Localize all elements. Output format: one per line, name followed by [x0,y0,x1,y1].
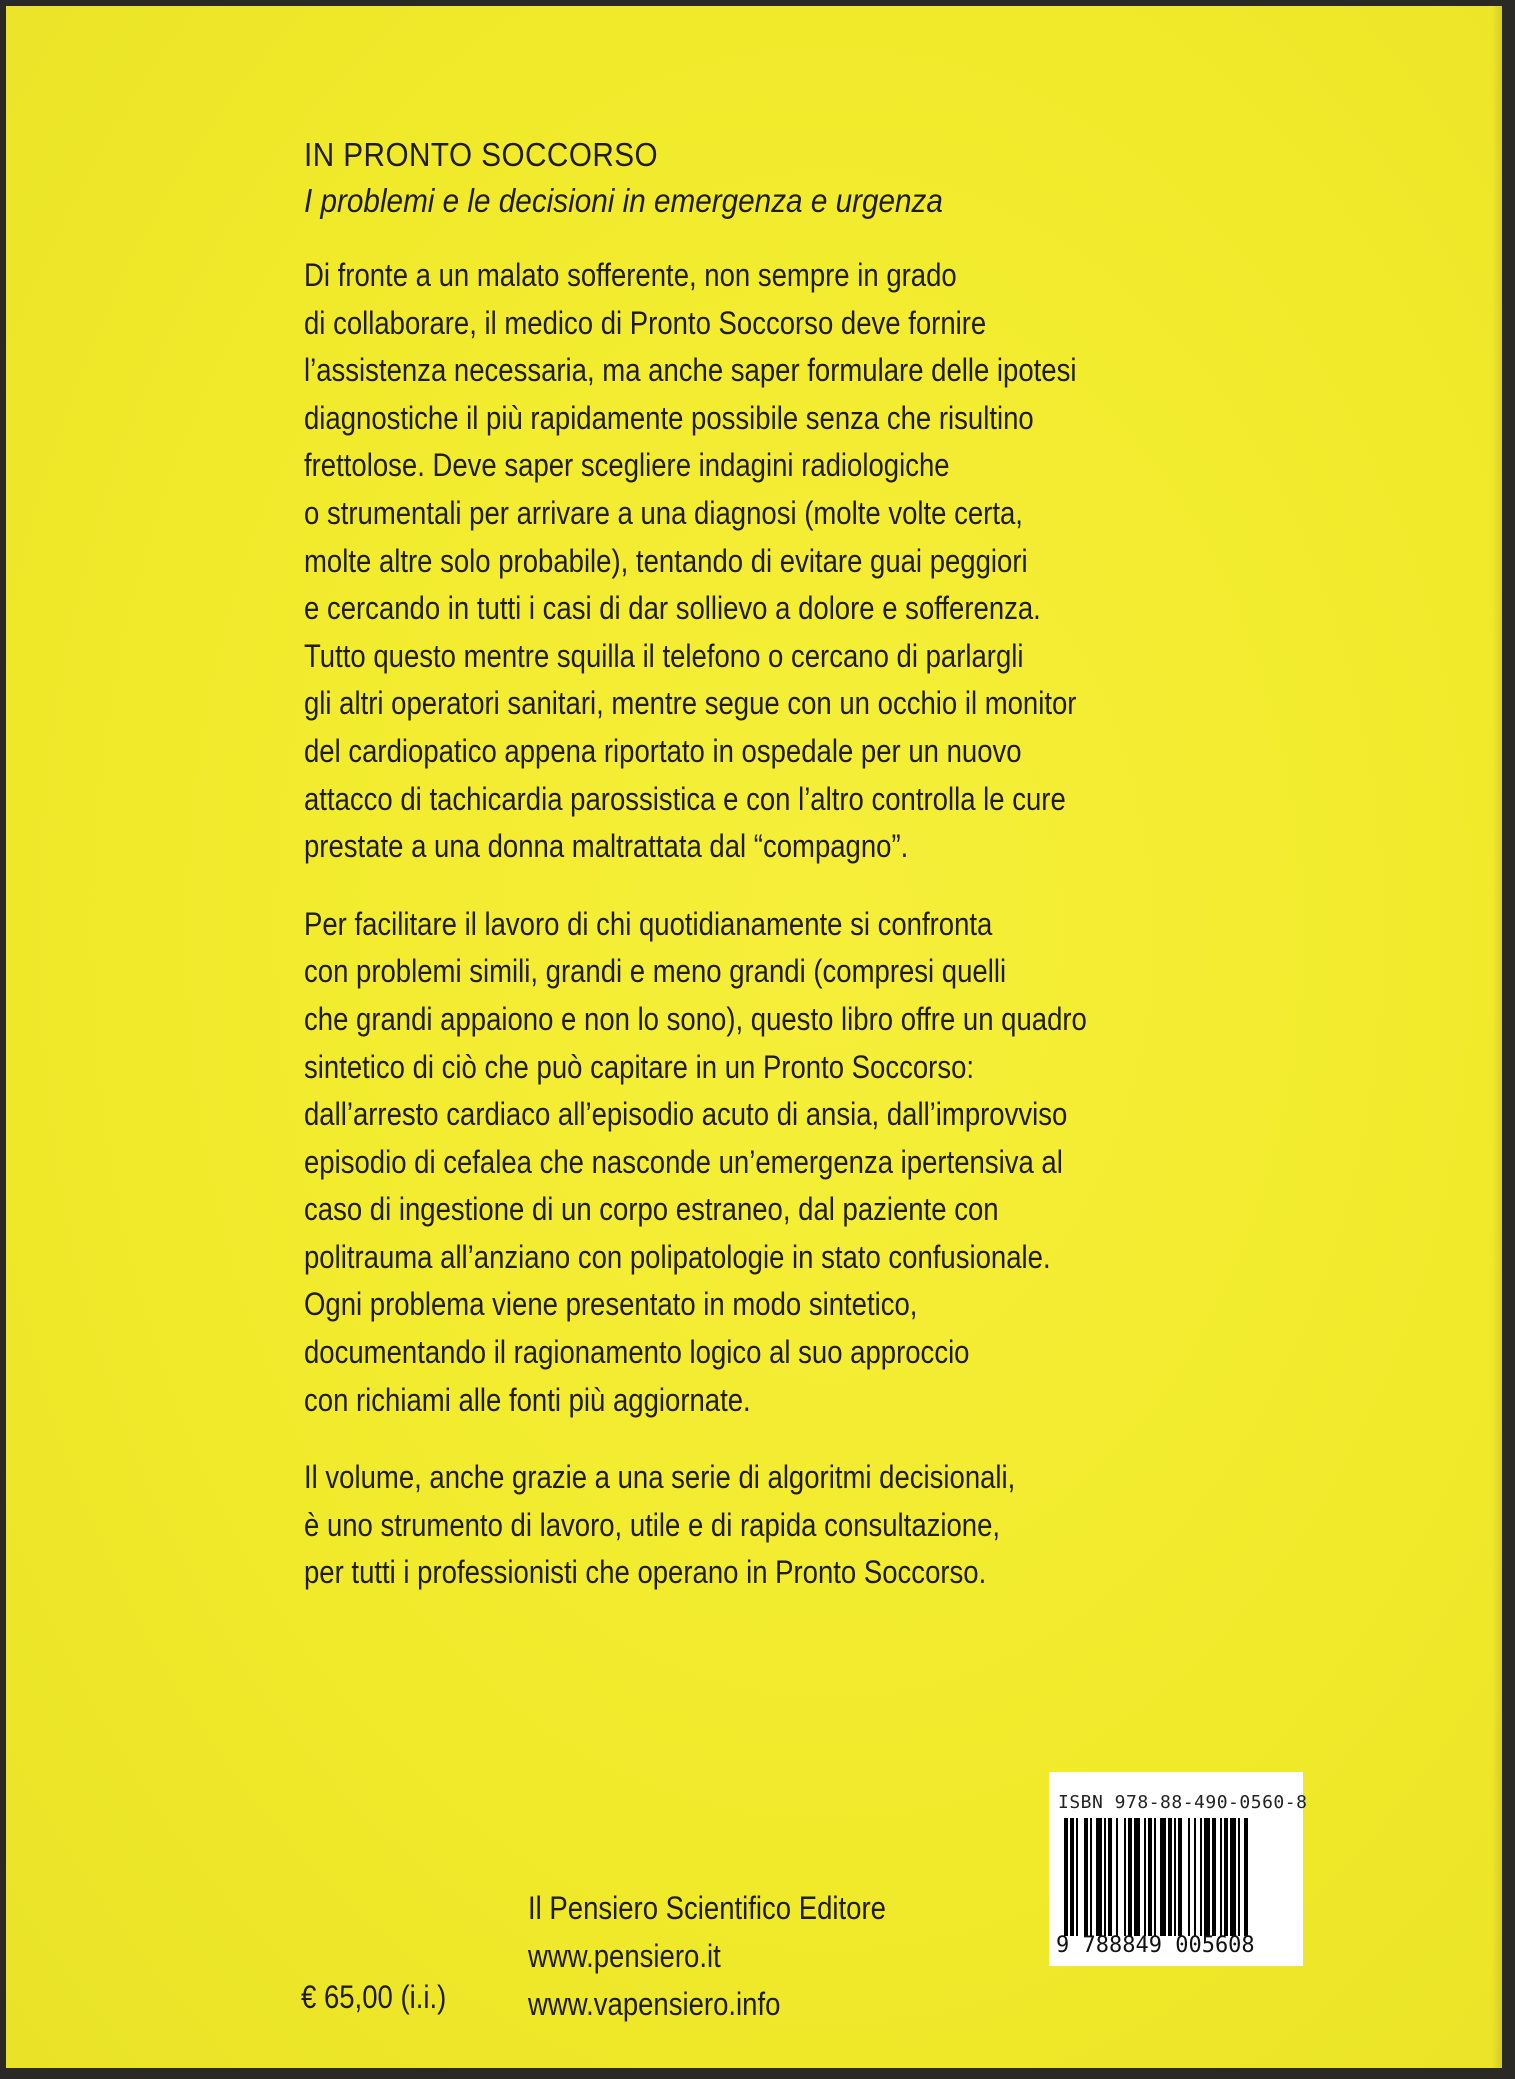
blurb-paragraph [304,1454,1184,1597]
barcode-digits: 9 788849 005608 [1056,1933,1255,1958]
barcode-bar [1104,1818,1106,1936]
book-subtitle: I problemi e le decisioni in emergenza e urgenza [304,182,943,219]
paragraph-line: l’assistenza necessaria, ma anche saper formulare delle ipotesi [304,352,1077,389]
barcode-bar [1174,1818,1176,1936]
paragraph-line: prestate a una donna maltrattata dal “compagno”. [304,828,909,865]
paragraph-line: molte altre solo probabile), tentando di evitare guai peggiori [304,542,1028,579]
barcode-bar [1212,1818,1216,1936]
barcode-bar [1090,1818,1092,1936]
barcode-bar [1148,1818,1152,1936]
paragraph-line: caso di ingestione di un corpo estraneo, dal paziente con [304,1191,999,1228]
barcode-bar [1144,1818,1146,1936]
barcode-bar [1128,1818,1132,1936]
barcode-bar [1204,1818,1210,1936]
paragraph-line: con problemi simili, grandi e meno grandi (compresi quelli [304,953,1007,990]
barcode-bar [1096,1818,1102,1936]
barcode-bar [1160,1818,1166,1936]
barcode-bar [1134,1818,1140,1936]
barcode-bar [1230,1818,1236,1936]
barcode-bars [1064,1818,1292,1936]
barcode-bar [1178,1818,1182,1936]
blurb-paragraph [304,252,1184,871]
paragraph-line: documentando il ragionamento logico al suo approccio [304,1334,970,1371]
paragraph-line: dall’arresto cardiaco all’episodio acuto di ansia, dall’improvviso [304,1096,1068,1133]
paragraph-line: o strumentali per arrivare a una diagnosi (molte volte certa, [304,494,1023,531]
paragraph-line: Il volume, anche grazie a una serie di algoritmi decisionali, [304,1459,1016,1496]
barcode-bar [1084,1818,1088,1936]
paragraph-line: attacco di tachicardia parossistica e con l’altro controlla le cure [304,780,1066,817]
paragraph-line: è uno strumento di lavoro, utile e di rapida consultazione, [304,1506,1001,1543]
paragraph-line: Ogni problema viene presentato in modo sintetico, [304,1286,918,1323]
paragraph-line: politrauma all’anziano con polipatologie in stato confusionale. [304,1238,1051,1275]
barcode-bar [1194,1818,1196,1936]
paragraph-line: per tutti i professionisti che operano in Pronto Soccorso. [304,1554,987,1591]
blurb-text-block [304,132,1184,1627]
barcode-bar [1124,1818,1126,1936]
barcode-bar [1220,1818,1222,1936]
paragraph-line: gli altri operatori sanitari, mentre segue con un occhio il monitor [304,685,1077,722]
barcode-bar [1188,1818,1190,1936]
barcode-bar [1070,1818,1074,1936]
barcode-bar [1238,1818,1240,1936]
isbn-label: ISBN 978-88-490-0560-8 [1058,1792,1308,1813]
publisher-website: www.pensiero.it [528,1938,721,1974]
price-label: € 65,00 (i.i.) [301,1979,447,2015]
paragraph-line: di collaborare, il medico di Pronto Soccorso deve fornire [304,304,987,341]
paragraph-line: del cardiopatico appena riportato in ospedale per un nuovo [304,732,1022,769]
paragraph-line: e cercando in tutti i casi di dar sollievo a dolore e sofferenza. [304,590,1041,627]
blurb-paragraphs [304,252,1184,1597]
paragraph-line: episodio di cefalea che nasconde un’emergenza ipertensiva al [304,1143,1063,1180]
paragraph-line: diagnostiche il più rapidamente possibile senza che risultino [304,399,1034,436]
barcode-bar [1064,1818,1068,1936]
book-title: IN PRONTO SOCCORSO [304,136,659,173]
paragraph-line: Tutto questo mentre squilla il telefono o cercano di parlargli [304,637,1024,674]
paragraph-line: frettolose. Deve saper scegliere indagini radiologiche [304,447,950,484]
paragraph-line: Per facilitare il lavoro di chi quotidianamente si confronta [304,905,993,942]
barcode-bar [1168,1818,1172,1936]
paragraph-line: con richiami alle fonti più aggiornate. [304,1381,751,1418]
publisher-name: Il Pensiero Scientifico Editore [528,1890,886,1926]
publisher-info [528,1884,944,2028]
barcode-bar [1200,1818,1202,1936]
barcode-bar [1116,1818,1118,1936]
barcode-bar [1076,1818,1078,1936]
paragraph-line: che grandi appaiono e non lo sono), questo libro offre un quadro [304,1000,1087,1037]
back-cover [6,6,1502,2068]
barcode-bar [1154,1818,1156,1936]
barcode-bar [1108,1818,1112,1936]
publisher-website-2: www.vapensiero.info [528,1986,781,2022]
paragraph-line: Di fronte a un malato sofferente, non sempre in grado [304,257,957,293]
barcode-bar [1244,1818,1248,1936]
blurb-paragraph [304,901,1184,1425]
paragraph-line: sintetico di ciò che può capitare in un Pronto Soccorso: [304,1048,975,1085]
barcode-bar [1224,1818,1228,1936]
cover-edge-shadow [1492,6,1502,2068]
